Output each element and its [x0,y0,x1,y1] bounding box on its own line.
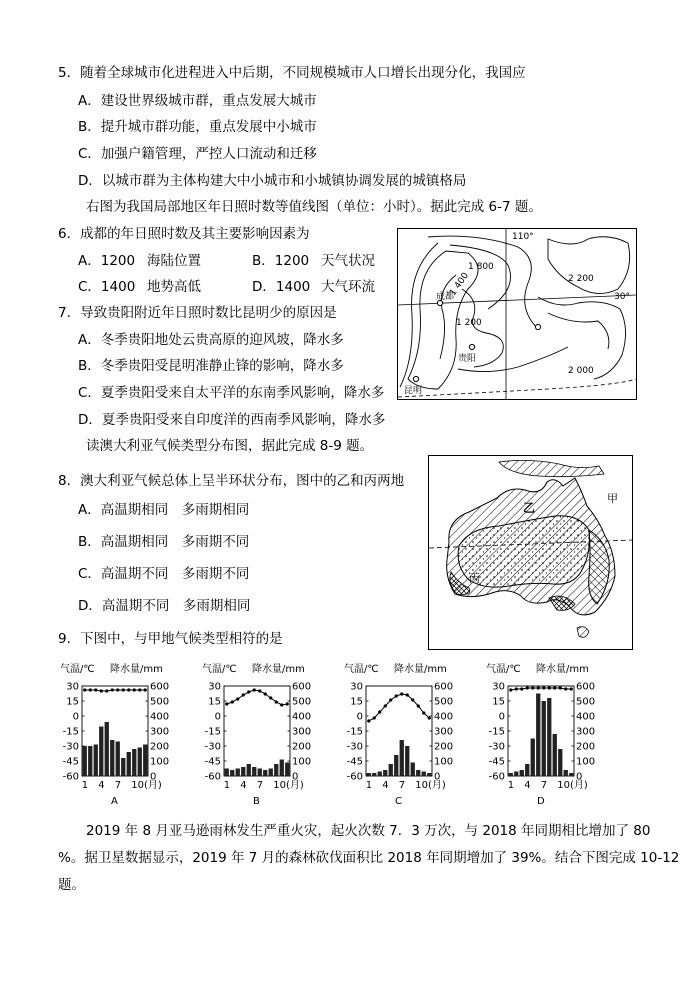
precip-bar [285,763,289,777]
precip-bar [400,740,404,776]
precip-bar [536,694,540,777]
precip-tick-label: 100 [434,756,454,768]
precip-bar [247,764,251,776]
precip-bar [525,764,529,776]
q6-option-c-factor: 地势高低 [147,279,201,295]
precip-bar [378,772,382,777]
label-yi: 乙 [523,501,536,515]
q8-stem: 8．澳大利亚气候总体上呈半环状分布，图中的乙和丙两地 [58,473,405,489]
temp-tick-label: -45 [62,756,79,768]
q5-stem: 5．随着全球城市化进程进入中后期，不同规模城市人口增长出现分化，我国应 [58,65,526,81]
precip-bar [138,748,142,777]
label-110: 110° [512,232,534,242]
q5-option-d: D．以城市群为主体构建大中小城市和小城镇协调发展的城镇格局 [78,173,467,189]
chart-name-label: B [253,796,260,807]
precip-bar [94,745,98,777]
precip-bar [225,769,229,777]
q7-option-c: C．夏季贵阳受来自太平洋的东南季风影响，降水多 [78,385,385,401]
temp-point [395,694,398,697]
precip-bar [531,739,535,777]
temp-point [548,686,551,689]
q8-option-a: A．高温期相同 多雨期相同 [78,502,250,518]
temp-point [515,687,518,690]
label-1200: 1 200 [456,318,482,328]
precip-bar [367,773,371,776]
temp-line [85,690,146,691]
precip-bar [372,773,376,776]
temp-line [369,694,430,721]
q8-option-c: C．高温期不同 多雨期不同 [78,566,250,582]
temp-point [417,704,420,707]
month-label: 4 [240,780,247,791]
precip-bar [514,772,518,777]
temp-tick-label: -15 [204,726,221,738]
precip-tick-label: 200 [292,741,312,753]
precip-tick-label: 100 [150,756,170,768]
precip-tick-label: 500 [434,696,454,708]
temp-tick-label: 0 [214,711,221,723]
temp-tick-label: 15 [492,696,505,708]
precip-bar [427,773,431,776]
temp-point [542,686,545,689]
temp-point [286,702,289,705]
chart-name-label: A [111,796,118,807]
precip-tick-label: 200 [576,741,596,753]
precip-bar [132,749,136,776]
temp-point [231,700,234,703]
precip-bar [105,722,109,776]
label-bing: 丙 [469,572,480,585]
parallel-30-line [398,295,636,305]
precip-tick-label: 200 [150,741,170,753]
precip-bar [116,742,120,777]
q7-option-b: B．冬季贵阳受昆明准静止锋的影响，降水多 [78,358,344,374]
new-guinea-shape [499,460,604,476]
isoline-east-inner [548,313,609,349]
q5-option-c: C．加强户籍管理，严控人口流动和迁移 [78,146,317,162]
temp-point [373,716,376,719]
temp-point [406,693,409,696]
temp-tick-label: -45 [488,756,505,768]
precip-tick-label: 500 [576,696,596,708]
temp-point [564,687,567,690]
chart-frame [366,686,432,776]
australia-climate-svg [429,456,632,649]
temp-point [100,689,103,692]
isoline-east-2200 [548,237,630,294]
label-guiyang: 贵阳 [458,354,477,364]
precip-tick-label: 400 [434,711,454,723]
precip-bar [383,770,387,776]
precip-bar [558,749,562,776]
temp-tick-label: -60 [204,771,221,783]
temp-tick-label: -60 [346,771,363,783]
temp-tick-label: -30 [204,741,221,753]
precip-tick-label: 200 [434,741,454,753]
sunshine-isoline-svg [398,229,636,399]
temp-point [520,687,523,690]
precip-tick-label: 400 [292,711,312,723]
precip-tick-label: 300 [576,726,596,738]
precip-bar [564,770,568,776]
temp-point [553,686,556,689]
precip-tick-label: 100 [576,756,596,768]
q9-stem: 9．下图中，与甲地气候类型相符的是 [58,631,283,647]
q5-option-b: B．提升城市群功能，重点发展中小城市 [78,119,317,135]
month-label: 7 [540,780,548,791]
intro-6-7: 右图为我国局部地区年日照时数等值线图（单位：小时）。据此完成 6-7 题。 [86,199,542,215]
temp-point [253,688,256,691]
temp-line [511,688,572,690]
month-label: 10(月) [415,780,446,791]
q5-option-a: A．建设世界级城市群，重点发展大城市 [78,93,317,109]
precip-bar [280,760,284,777]
temp-tick-label: 0 [72,711,79,723]
temp-tick-label: -45 [346,756,363,768]
temp-tick-label: 30 [208,681,221,693]
chart-frame [508,686,574,776]
temp-point [384,704,387,707]
precip-bar [520,770,524,776]
temp-point [400,692,403,695]
q8-option-d: D．高温期不同 多雨期相同 [78,598,251,614]
east-city-marker [535,324,540,329]
temp-point [422,711,425,714]
label-1400: 1 400 [448,271,472,298]
q6-option-a: A．1200 [78,253,136,269]
temp-point [537,686,540,689]
para-line-2: %。据卫星数据显示，2019 年 7 月的森林砍伐面积比 2018 年同期增加了 39%。结合下图完成 10-12 [58,850,680,866]
label-1800: 1 800 [468,262,494,272]
temp-tick-label: 15 [208,696,221,708]
tasmania-shape [577,627,589,638]
label-chengdu: 成都 [436,292,455,302]
temp-tick-label: 30 [66,681,79,693]
month-label: 1 [81,780,89,791]
precip-bar [274,764,278,776]
temp-tick-label: 0 [356,711,363,723]
temp-tick-label: 30 [492,681,505,693]
precip-bar [553,734,557,776]
precip-axis-title: 降水量/mm [394,664,447,675]
temp-tick-label: -30 [346,741,363,753]
temp-point [570,687,573,690]
precip-bar [230,770,234,776]
sunshine-isoline-map [397,228,637,400]
q6-option-a-factor: 海陆位置 [147,253,201,269]
temp-tick-label: 0 [498,711,505,723]
precip-tick-label: 0 [292,771,299,783]
precip-tick-label: 300 [434,726,454,738]
precip-tick-label: 100 [292,756,312,768]
q6-stem: 6．成都的年日照时数及其主要影响因素为 [58,226,310,242]
temp-tick-label: -15 [488,726,505,738]
label-2000: 2 000 [568,366,594,376]
temp-tick-label: -60 [488,771,505,783]
month-label: 7 [398,780,406,791]
precip-bar [569,773,573,776]
precip-bar [252,767,256,776]
q8-option-b: B．高温期相同 多雨期不同 [78,534,250,550]
para-line-3: 题。 [58,877,85,893]
q6-option-d: D．1400 [252,279,311,295]
q6-option-c: C．1400 [78,279,136,295]
precip-tick-label: 600 [150,681,170,693]
temp-point [280,703,283,706]
precip-bar [389,764,393,776]
temp-point [89,688,92,691]
q7-option-d: D．夏季贵阳受来自印度洋的西南季风影响，降水多 [78,412,386,428]
temp-tick-label: -30 [488,741,505,753]
month-label: 10(月) [131,780,162,791]
precip-bar [236,769,240,777]
precip-bar [263,770,267,776]
precip-bar [509,773,513,776]
guiyang-city-marker [469,344,474,349]
temp-axis-title: 气温/℃ [202,664,237,675]
month-label: 10(月) [273,780,304,791]
para-line-1: 2019 年 8 月亚马逊雨林发生严重火灾，起火次数 7．3 万次，与 2018 年同期相比增加了 80 [86,823,651,839]
temp-axis-title: 气温/℃ [344,664,379,675]
chart-name-label: D [537,796,545,807]
precip-tick-label: 300 [150,726,170,738]
temp-tick-label: -60 [62,771,79,783]
temp-point [94,688,97,691]
q6-option-b: B．1200 [252,253,310,269]
intro-8-9: 读澳大利亚气候类型分布图，据此完成 8-9 题。 [86,438,374,454]
label-jia: 甲 [607,492,618,505]
climate-charts-svg [60,660,620,810]
month-label: 1 [507,780,515,791]
temp-point [509,688,512,691]
temp-point [138,688,141,691]
precip-bar [121,758,125,776]
month-label: 7 [114,780,122,791]
isoline-west-2 [400,243,511,387]
temp-tick-label: -15 [62,726,79,738]
precip-axis-title: 降水量/mm [536,664,589,675]
temp-tick-label: -15 [346,726,363,738]
border-dashed-line [398,379,636,397]
temp-tick-label: 15 [66,696,79,708]
month-label: 1 [365,780,373,791]
temp-point [269,696,272,699]
precip-tick-label: 0 [150,771,157,783]
temp-point [133,688,136,691]
precip-bar [394,755,398,776]
temp-point [264,692,267,695]
precip-bar [547,698,551,776]
precip-tick-label: 400 [150,711,170,723]
precip-bar [99,727,103,777]
precip-bar [269,769,273,777]
label-2200: 2 200 [568,274,594,284]
temp-point [411,698,414,701]
precip-bar [241,767,245,776]
temp-tick-label: -45 [204,756,221,768]
q6-option-d-factor: 大气环流 [321,279,375,295]
temp-point [83,688,86,691]
temp-tick-label: -30 [62,741,79,753]
precip-axis-title: 降水量/mm [252,664,305,675]
temp-point [389,698,392,701]
temp-point [258,689,261,692]
australia-climate-map [428,455,633,650]
precip-tick-label: 600 [576,681,596,693]
temp-point [122,688,125,691]
precip-bar [127,752,131,776]
precip-bar [83,746,87,776]
q7-stem: 7．导致贵阳附近年日照时数比昆明少的原因是 [58,305,337,321]
label-30: 30° [614,292,630,302]
label-kunming: 昆明 [404,386,423,396]
temp-point [378,710,381,713]
month-label: 4 [98,780,105,791]
precip-tick-label: 600 [434,681,454,693]
temp-point [275,700,278,703]
temp-point [559,686,562,689]
precip-tick-label: 600 [292,681,312,693]
precip-tick-label: 400 [576,711,596,723]
temp-point [428,716,431,719]
temp-point [367,719,370,722]
precip-tick-label: 300 [292,726,312,738]
temp-point [242,693,245,696]
month-label: 4 [382,780,389,791]
temp-point [236,697,239,700]
month-label: 4 [524,780,531,791]
precip-bar [88,746,92,776]
kunming-city-marker [413,376,418,381]
temp-tick-label: 30 [350,681,363,693]
month-label: 10(月) [557,780,588,791]
precip-bar [422,772,426,777]
precip-tick-label: 500 [292,696,312,708]
precip-bar [416,770,420,776]
precip-tick-label: 0 [434,771,441,783]
chart-name-label: C [395,796,402,807]
temp-axis-title: 气温/℃ [60,664,95,675]
precip-bar [143,745,147,777]
precip-tick-label: 0 [576,771,583,783]
month-label: 7 [256,780,264,791]
precip-bar [110,740,114,776]
q7-option-a: A．冬季贵阳地处云贵高原的迎风坡，降水多 [78,332,344,348]
precip-tick-label: 500 [150,696,170,708]
temp-line [227,690,287,705]
temp-point [127,688,130,691]
temp-point [111,688,114,691]
month-label: 1 [223,780,231,791]
precip-bar [411,763,415,777]
q6-option-b-factor: 天气状况 [321,253,375,269]
temp-point [144,688,147,691]
precip-bar [405,746,409,776]
temp-point [225,702,228,705]
precip-axis-title: 降水量/mm [110,664,163,675]
temp-point [105,689,108,692]
precip-bar [542,701,546,776]
temp-point [531,686,534,689]
precip-bar [258,769,262,777]
temp-axis-title: 气温/℃ [486,664,521,675]
temp-point [116,688,119,691]
temp-tick-label: 15 [350,696,363,708]
temp-point [526,686,529,689]
temp-point [247,690,250,693]
